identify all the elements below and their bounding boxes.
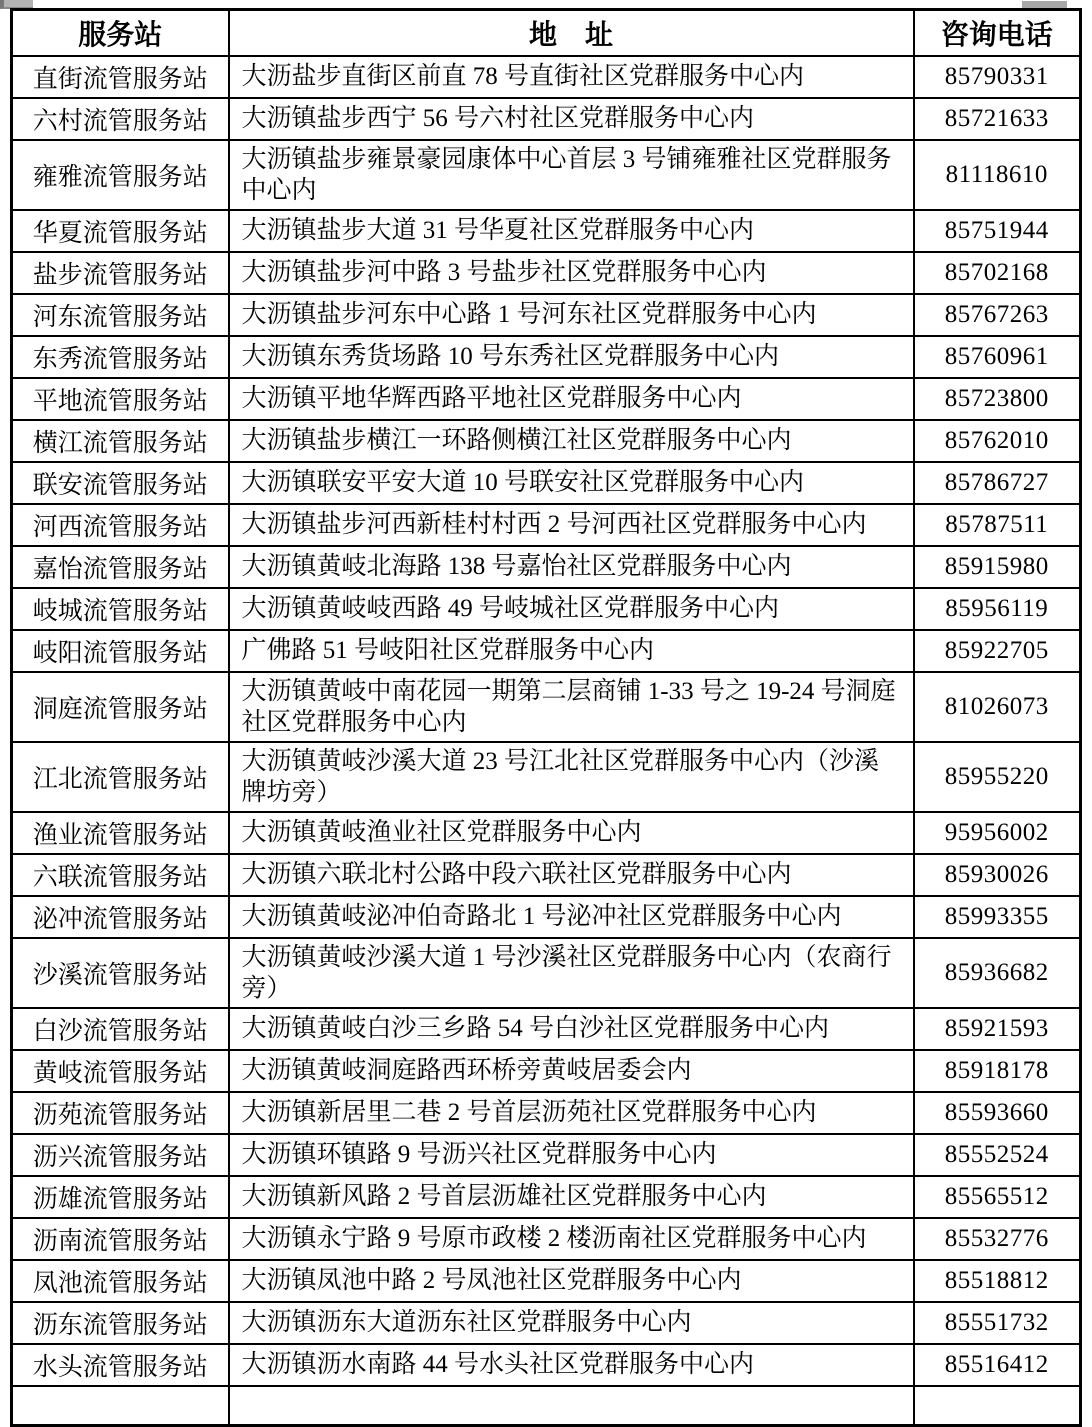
phone-cell: 81118610 [914, 140, 1081, 210]
phone-cell: 85787511 [914, 504, 1081, 546]
station-cell: 直街流管服务站 [12, 56, 229, 98]
table-row [12, 1260, 1081, 1302]
phone-cell: 85922705 [914, 630, 1081, 672]
table-row [12, 854, 1081, 896]
phone-cell: 85516412 [914, 1344, 1081, 1386]
address-cell: 大沥镇永宁路 9 号原市政楼 2 楼沥南社区党群服务中心内 [229, 1218, 914, 1260]
station-cell: 沙溪流管服务站 [12, 938, 229, 1008]
table-row [12, 1218, 1081, 1260]
station-cell: 沥兴流管服务站 [12, 1134, 229, 1176]
phone-cell [914, 1386, 1081, 1426]
station-cell: 水头流管服务站 [12, 1344, 229, 1386]
table-row [12, 336, 1081, 378]
station-cell: 沥雄流管服务站 [12, 1176, 229, 1218]
address-cell: 大沥镇盐步河西新桂村村西 2 号河西社区党群服务中心内 [229, 504, 914, 546]
address-cell: 大沥镇盐步河东中心路 1 号河东社区党群服务中心内 [229, 294, 914, 336]
address-cell: 大沥镇新居里二巷 2 号首层沥苑社区党群服务中心内 [229, 1092, 914, 1134]
phone-cell: 85930026 [914, 854, 1081, 896]
address-cell: 大沥镇东秀货场路 10 号东秀社区党群服务中心内 [229, 336, 914, 378]
station-cell: 联安流管服务站 [12, 462, 229, 504]
station-cell: 江北流管服务站 [12, 742, 229, 812]
table-row [12, 742, 1081, 812]
phone-cell: 85723800 [914, 378, 1081, 420]
station-cell: 东秀流管服务站 [12, 336, 229, 378]
station-cell: 沥南流管服务站 [12, 1218, 229, 1260]
address-cell: 大沥镇新风路 2 号首层沥雄社区党群服务中心内 [229, 1176, 914, 1218]
phone-cell: 85565512 [914, 1176, 1081, 1218]
phone-cell: 85915980 [914, 546, 1081, 588]
table-row [12, 672, 1081, 742]
address-cell: 大沥镇黄岐岐西路 49 号岐城社区党群服务中心内 [229, 588, 914, 630]
station-cell: 凤池流管服务站 [12, 1260, 229, 1302]
address-cell: 大沥镇黄岐白沙三乡路 54 号白沙社区党群服务中心内 [229, 1008, 914, 1050]
station-cell: 雍雅流管服务站 [12, 140, 229, 210]
address-cell: 大沥镇联安平安大道 10 号联安社区党群服务中心内 [229, 462, 914, 504]
phone-cell: 85552524 [914, 1134, 1081, 1176]
service-station-table-container [10, 8, 1080, 1427]
phone-cell: 81026073 [914, 672, 1081, 742]
table-row [12, 812, 1081, 854]
station-cell: 嘉怡流管服务站 [12, 546, 229, 588]
address-cell: 大沥镇凤池中路 2 号凤池社区党群服务中心内 [229, 1260, 914, 1302]
phone-cell: 85786727 [914, 462, 1081, 504]
address-cell: 大沥镇盐步雍景豪园康体中心首层 3 号铺雍雅社区党群服务中心内 [229, 140, 914, 210]
station-cell [12, 1386, 229, 1426]
table-row [12, 546, 1081, 588]
service-station-table [10, 8, 1082, 1427]
phone-cell: 85551732 [914, 1302, 1081, 1344]
phone-cell: 85593660 [914, 1092, 1081, 1134]
phone-cell: 95956002 [914, 812, 1081, 854]
table-row [12, 420, 1081, 462]
station-cell: 白沙流管服务站 [12, 1008, 229, 1050]
column-header-phone: 咨询电话 [914, 10, 1081, 56]
station-cell: 洞庭流管服务站 [12, 672, 229, 742]
table-row [12, 1008, 1081, 1050]
station-cell: 河西流管服务站 [12, 504, 229, 546]
phone-cell: 85921593 [914, 1008, 1081, 1050]
address-cell: 大沥镇黄岐中南花园一期第二层商铺 1-33 号之 19-24 号洞庭社区党群服务中心内 [229, 672, 914, 742]
address-cell: 大沥镇黄岐沙溪大道 1 号沙溪社区党群服务中心内（农商行旁） [229, 938, 914, 1008]
station-cell: 盐步流管服务站 [12, 252, 229, 294]
phone-cell: 85955220 [914, 742, 1081, 812]
station-cell: 平地流管服务站 [12, 378, 229, 420]
table-row [12, 1050, 1081, 1092]
station-cell: 岐阳流管服务站 [12, 630, 229, 672]
table-row [12, 462, 1081, 504]
table-row [12, 1092, 1081, 1134]
phone-cell: 85751944 [914, 210, 1081, 252]
station-cell: 六联流管服务站 [12, 854, 229, 896]
address-cell: 大沥镇盐步河中路 3 号盐步社区党群服务中心内 [229, 252, 914, 294]
phone-cell: 85762010 [914, 420, 1081, 462]
address-cell: 广佛路 51 号岐阳社区党群服务中心内 [229, 630, 914, 672]
address-cell: 大沥镇黄岐洞庭路西环桥旁黄岐居委会内 [229, 1050, 914, 1092]
address-cell: 大沥镇黄岐北海路 138 号嘉怡社区党群服务中心内 [229, 546, 914, 588]
station-cell: 沥东流管服务站 [12, 1302, 229, 1344]
address-cell [229, 1386, 914, 1426]
table-row [12, 1344, 1081, 1386]
phone-cell: 85518812 [914, 1260, 1081, 1302]
table-row [12, 1302, 1081, 1344]
address-cell: 大沥镇平地华辉西路平地社区党群服务中心内 [229, 378, 914, 420]
address-cell: 大沥镇盐步大道 31 号华夏社区党群服务中心内 [229, 210, 914, 252]
phone-cell: 85918178 [914, 1050, 1081, 1092]
address-cell: 大沥镇黄岐泌冲伯奇路北 1 号泌冲社区党群服务中心内 [229, 896, 914, 938]
address-cell: 大沥镇盐步西宁 56 号六村社区党群服务中心内 [229, 98, 914, 140]
table-row [12, 56, 1081, 98]
station-cell: 六村流管服务站 [12, 98, 229, 140]
address-cell: 大沥镇黄岐沙溪大道 23 号江北社区党群服务中心内（沙溪牌坊旁） [229, 742, 914, 812]
phone-cell: 85790331 [914, 56, 1081, 98]
phone-cell: 85760961 [914, 336, 1081, 378]
station-cell: 岐城流管服务站 [12, 588, 229, 630]
phone-cell: 85532776 [914, 1218, 1081, 1260]
table-row [12, 98, 1081, 140]
station-cell: 泌冲流管服务站 [12, 896, 229, 938]
address-cell: 大沥镇沥水南路 44 号水头社区党群服务中心内 [229, 1344, 914, 1386]
table-row [12, 588, 1081, 630]
scrollbar-fragment-right [1022, 1, 1067, 8]
table-row [12, 378, 1081, 420]
table-row [12, 504, 1081, 546]
station-cell: 沥苑流管服务站 [12, 1092, 229, 1134]
phone-cell: 85993355 [914, 896, 1081, 938]
station-cell: 横江流管服务站 [12, 420, 229, 462]
header-row [12, 10, 1081, 56]
phone-cell: 85702168 [914, 252, 1081, 294]
table-row [12, 140, 1081, 210]
table-row [12, 1134, 1081, 1176]
phone-cell: 85956119 [914, 588, 1081, 630]
table-row [12, 630, 1081, 672]
phone-cell: 85936682 [914, 938, 1081, 1008]
address-cell: 大沥镇环镇路 9 号沥兴社区党群服务中心内 [229, 1134, 914, 1176]
table-row [12, 252, 1081, 294]
table-row [12, 938, 1081, 1008]
station-cell: 黄岐流管服务站 [12, 1050, 229, 1092]
address-cell: 大沥镇黄岐渔业社区党群服务中心内 [229, 812, 914, 854]
address-cell: 大沥镇沥东大道沥东社区党群服务中心内 [229, 1302, 914, 1344]
station-cell: 渔业流管服务站 [12, 812, 229, 854]
partial-row [12, 1386, 1081, 1426]
phone-cell: 85721633 [914, 98, 1081, 140]
table-row [12, 210, 1081, 252]
address-cell: 大沥镇六联北村公路中段六联社区党群服务中心内 [229, 854, 914, 896]
table-row [12, 294, 1081, 336]
table-row [12, 1176, 1081, 1218]
station-cell: 河东流管服务站 [12, 294, 229, 336]
phone-cell: 85767263 [914, 294, 1081, 336]
column-header-station: 服务站 [12, 10, 229, 56]
column-header-address: 地 址 [229, 10, 914, 56]
table-row [12, 896, 1081, 938]
station-cell: 华夏流管服务站 [12, 210, 229, 252]
address-cell: 大沥镇盐步横江一环路侧横江社区党群服务中心内 [229, 420, 914, 462]
address-cell: 大沥盐步直街区前直 78 号直街社区党群服务中心内 [229, 56, 914, 98]
